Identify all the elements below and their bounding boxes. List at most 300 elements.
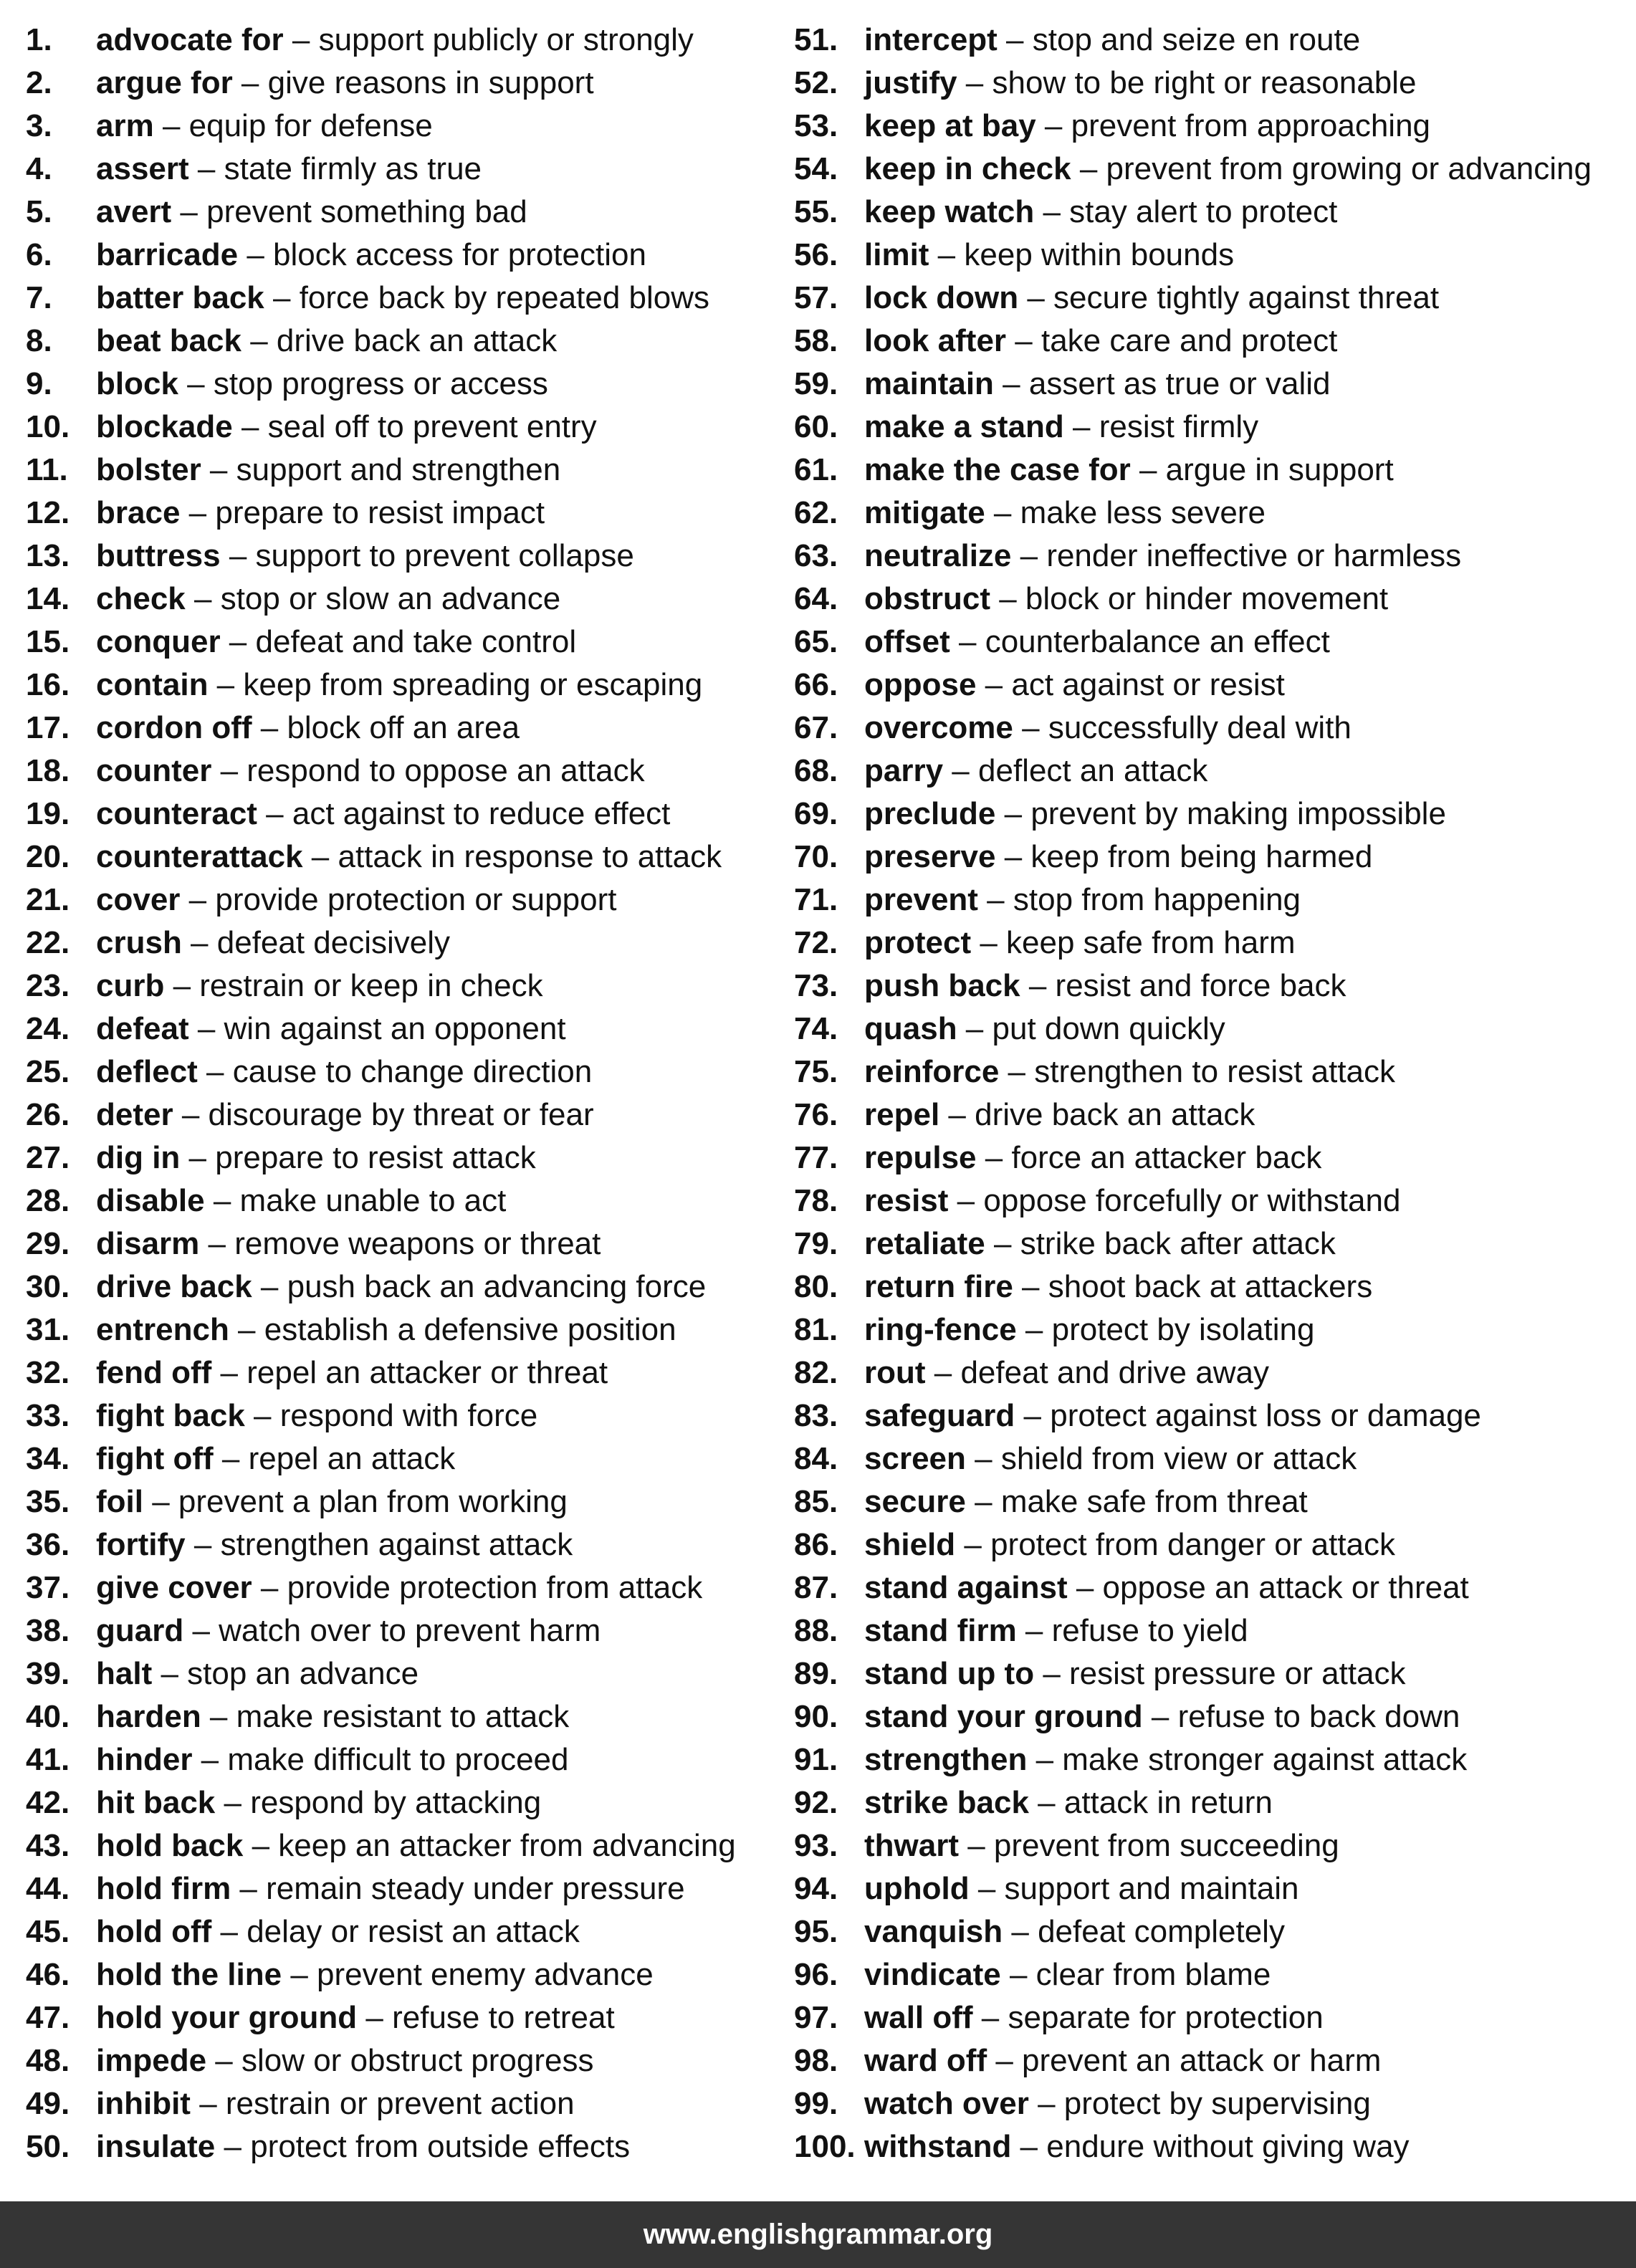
item-term: lock down: [864, 280, 1019, 315]
item-definition: make less severe: [1020, 495, 1266, 530]
list-item: [26, 19, 785, 62]
list-item: [794, 750, 1632, 793]
item-term: obstruct: [864, 581, 990, 616]
list-item: [794, 1137, 1632, 1180]
item-number: 91.: [794, 1742, 838, 1777]
list-item: [794, 234, 1632, 277]
item-term: drive back: [96, 1269, 252, 1304]
item-definition: support and strengthen: [236, 452, 561, 487]
item-definition: make resistant to attack: [236, 1699, 570, 1734]
item-number: 28.: [26, 1183, 70, 1218]
item-definition: stop progress or access: [213, 366, 548, 401]
item-term: stand against: [864, 1570, 1068, 1605]
item-definition: repel an attacker or threat: [247, 1355, 608, 1390]
item-definition: defeat and drive away: [960, 1355, 1269, 1390]
list-item: [26, 105, 785, 148]
item-separator: –: [302, 839, 338, 874]
item-term: rout: [864, 1355, 926, 1390]
item-definition: block or hinder movement: [1025, 581, 1389, 616]
item-number: 17.: [26, 710, 70, 745]
item-separator: –: [1035, 108, 1071, 143]
list-item: [794, 1738, 1632, 1781]
item-definition: seal off to prevent entry: [267, 409, 597, 444]
item-number: 20.: [26, 839, 70, 874]
list-item: [794, 1652, 1632, 1695]
list-item: [26, 1824, 785, 1867]
item-definition: stop and seize en route: [1032, 22, 1361, 57]
item-term: wall off: [864, 2000, 973, 2035]
item-definition: make difficult to proceed: [227, 1742, 569, 1777]
item-definition: defeat completely: [1038, 1914, 1285, 1949]
item-separator: –: [1071, 151, 1106, 186]
item-separator: –: [282, 1957, 317, 1992]
item-term: quash: [864, 1011, 957, 1046]
list-item: [26, 1308, 785, 1351]
item-separator: –: [173, 1097, 209, 1132]
item-term: vanquish: [864, 1914, 1003, 1949]
item-term: stand up to: [864, 1656, 1035, 1691]
item-separator: –: [965, 1441, 1001, 1476]
item-separator: –: [1142, 1699, 1178, 1734]
list-item: [26, 2082, 785, 2125]
item-definition: make stronger against attack: [1062, 1742, 1468, 1777]
item-term: make a stand: [864, 409, 1064, 444]
item-term: dig in: [96, 1140, 181, 1175]
item-definition: deflect an attack: [978, 753, 1208, 788]
list-item: [26, 1652, 785, 1695]
item-separator: –: [243, 1828, 279, 1863]
item-term: protect: [864, 925, 972, 960]
item-definition: assert as true or valid: [1028, 366, 1331, 401]
list-item: [794, 1180, 1632, 1222]
item-definition: remove weapons or threat: [234, 1226, 601, 1261]
item-separator: –: [192, 1742, 228, 1777]
item-definition: shield from view or attack: [1000, 1441, 1357, 1476]
item-separator: –: [1028, 1785, 1064, 1820]
item-term: counter: [96, 753, 212, 788]
list-item: [794, 105, 1632, 148]
item-separator: –: [232, 65, 268, 100]
list-item: [26, 664, 785, 707]
item-term: fortify: [96, 1527, 186, 1562]
item-separator: –: [943, 753, 978, 788]
item-term: conquer: [96, 624, 221, 659]
item-number: 43.: [26, 1828, 70, 1863]
item-definition: argue in support: [1165, 452, 1394, 487]
list-item: [794, 62, 1632, 105]
item-term: preserve: [864, 839, 996, 874]
item-separator: –: [1018, 280, 1054, 315]
item-separator: –: [1011, 538, 1047, 573]
item-definition: remain steady under pressure: [266, 1871, 685, 1906]
item-definition: stay alert to protect: [1069, 194, 1338, 229]
item-number: 62.: [794, 495, 838, 530]
list-item: [26, 1867, 785, 1910]
list-item: [26, 1008, 785, 1051]
item-definition: show to be right or reasonable: [992, 65, 1417, 100]
list-item: [26, 1394, 785, 1437]
item-number: 12.: [26, 495, 70, 530]
item-definition: stop an advance: [187, 1656, 419, 1691]
item-separator: –: [185, 581, 221, 616]
item-term: give cover: [96, 1570, 252, 1605]
item-separator: –: [1013, 710, 1048, 745]
item-term: impede: [96, 2043, 207, 2078]
list-item: [794, 1996, 1632, 2039]
item-separator: –: [229, 1312, 264, 1347]
item-separator: –: [957, 1011, 992, 1046]
item-term: curb: [96, 968, 165, 1003]
item-separator: –: [959, 1828, 994, 1863]
item-term: repulse: [864, 1140, 977, 1175]
item-separator: –: [971, 925, 1007, 960]
list-item: [26, 1523, 785, 1566]
item-number: 57.: [794, 280, 838, 315]
list-item: [26, 2039, 785, 2082]
item-number: 58.: [794, 323, 838, 358]
item-separator: –: [976, 667, 1012, 702]
item-term: overcome: [864, 710, 1013, 745]
list-item: [794, 492, 1632, 535]
item-definition: prepare to resist attack: [215, 1140, 536, 1175]
list-item: [26, 965, 785, 1008]
item-number: 64.: [794, 581, 838, 616]
item-separator: –: [181, 925, 217, 960]
item-definition: keep an attacker from advancing: [278, 1828, 736, 1863]
item-term: crush: [96, 925, 182, 960]
item-number: 50.: [26, 2129, 70, 2164]
item-definition: keep within bounds: [964, 237, 1235, 272]
item-separator: –: [211, 753, 247, 788]
item-number: 90.: [794, 1699, 838, 1734]
list-item: [794, 1437, 1632, 1480]
item-separator: –: [211, 1355, 247, 1390]
item-definition: resist firmly: [1099, 409, 1259, 444]
item-term: hold the line: [96, 1957, 282, 1992]
item-definition: discourage by threat or fear: [208, 1097, 594, 1132]
item-definition: support and maintain: [1004, 1871, 1299, 1906]
item-term: repel: [864, 1097, 940, 1132]
item-separator: –: [178, 366, 214, 401]
item-number: 77.: [794, 1140, 838, 1175]
item-number: 46.: [26, 1957, 70, 1992]
item-number: 5.: [26, 194, 52, 229]
item-number: 78.: [794, 1183, 838, 1218]
item-number: 44.: [26, 1871, 70, 1906]
list-item: [26, 1781, 785, 1824]
item-number: 24.: [26, 1011, 70, 1046]
list-item: [794, 1222, 1632, 1265]
item-definition: render ineffective or harmless: [1046, 538, 1462, 573]
item-separator: –: [929, 237, 965, 272]
item-term: stand firm: [864, 1613, 1017, 1648]
item-number: 70.: [794, 839, 838, 874]
item-definition: repel an attack: [248, 1441, 456, 1476]
item-separator: –: [999, 1054, 1035, 1089]
item-definition: respond with force: [279, 1398, 538, 1433]
item-number: 35.: [26, 1484, 70, 1519]
item-term: deter: [96, 1097, 173, 1132]
item-number: 92.: [794, 1785, 838, 1820]
item-separator: –: [1034, 194, 1070, 229]
item-definition: prevent from succeeding: [993, 1828, 1339, 1863]
item-number: 3.: [26, 108, 52, 143]
item-definition: keep from being harmed: [1030, 839, 1373, 874]
item-separator: –: [357, 2000, 393, 2035]
item-separator: –: [1027, 1742, 1063, 1777]
item-separator: –: [211, 1914, 247, 1949]
item-separator: –: [985, 1226, 1020, 1261]
item-term: hold back: [96, 1828, 244, 1863]
item-term: inhibit: [96, 2086, 191, 2121]
item-number: 4.: [26, 151, 52, 186]
list-item: [26, 1738, 785, 1781]
item-definition: watch over to prevent harm: [219, 1613, 601, 1648]
item-number: 73.: [794, 968, 838, 1003]
item-separator: –: [976, 1140, 1012, 1175]
item-separator: –: [204, 1183, 240, 1218]
item-number: 47.: [26, 2000, 70, 2035]
item-number: 75.: [794, 1054, 838, 1089]
list-item: [794, 1351, 1632, 1394]
item-number: 67.: [794, 710, 838, 745]
item-number: 19.: [26, 796, 70, 831]
item-term: argue for: [96, 65, 233, 100]
item-separator: –: [1006, 323, 1041, 358]
item-separator: –: [164, 968, 200, 1003]
footer-url: www.englishgrammar.org: [643, 2219, 993, 2250]
item-separator: –: [283, 22, 319, 57]
list-item: [26, 1180, 785, 1222]
item-number: 32.: [26, 1355, 70, 1390]
item-number: 7.: [26, 280, 52, 315]
item-term: keep at bay: [864, 108, 1036, 143]
list-item: [794, 965, 1632, 1008]
list-item: [26, 1051, 785, 1094]
item-separator: –: [1020, 968, 1056, 1003]
list-item: [26, 1695, 785, 1738]
item-term: maintain: [864, 366, 994, 401]
item-term: guard: [96, 1613, 184, 1648]
item-number: 9.: [26, 366, 52, 401]
item-term: keep in check: [864, 151, 1071, 186]
list-item: [26, 1222, 785, 1265]
item-term: buttress: [96, 538, 221, 573]
item-separator: –: [208, 667, 244, 702]
item-number: 76.: [794, 1097, 838, 1132]
list-item: [794, 19, 1632, 62]
item-separator: –: [1015, 1398, 1051, 1433]
item-definition: prevent from approaching: [1071, 108, 1431, 143]
item-term: strike back: [864, 1785, 1029, 1820]
item-definition: win against an opponent: [224, 1011, 566, 1046]
item-separator: –: [201, 452, 236, 487]
item-separator: –: [1016, 1312, 1052, 1347]
item-definition: refuse to retreat: [392, 2000, 615, 2035]
item-definition: strengthen against attack: [220, 1527, 573, 1562]
list-item: [26, 922, 785, 965]
item-separator: –: [197, 1054, 233, 1089]
item-number: 89.: [794, 1656, 838, 1691]
item-term: vindicate: [864, 1957, 1001, 1992]
list-item: [26, 1609, 785, 1652]
item-term: neutralize: [864, 538, 1012, 573]
item-number: 13.: [26, 538, 70, 573]
item-number: 29.: [26, 1226, 70, 1261]
list-item: [794, 793, 1632, 836]
item-separator: –: [995, 839, 1031, 874]
list-item: [794, 191, 1632, 234]
item-separator: –: [171, 194, 207, 229]
item-number: 80.: [794, 1269, 838, 1304]
item-number: 74.: [794, 1011, 838, 1046]
item-number: 60.: [794, 409, 838, 444]
item-term: hinder: [96, 1742, 193, 1777]
item-separator: –: [925, 1355, 961, 1390]
item-number: 88.: [794, 1613, 838, 1648]
item-number: 100.: [794, 2129, 856, 2164]
item-term: limit: [864, 237, 929, 272]
item-definition: provide protection or support: [215, 882, 617, 917]
item-separator: –: [1034, 1656, 1070, 1691]
item-separator: –: [957, 65, 992, 100]
item-number: 94.: [794, 1871, 838, 1906]
item-term: brace: [96, 495, 181, 530]
item-separator: –: [244, 1398, 280, 1433]
item-definition: oppose forcefully or withstand: [983, 1183, 1401, 1218]
item-separator: –: [264, 280, 300, 315]
list-item: [794, 2082, 1632, 2125]
item-number: 55.: [794, 194, 838, 229]
item-separator: –: [199, 1226, 235, 1261]
item-definition: oppose an attack or threat: [1102, 1570, 1469, 1605]
item-definition: slow or obstruct progress: [241, 2043, 594, 2078]
list-item: [26, 148, 785, 191]
item-term: assert: [96, 151, 189, 186]
item-separator: –: [252, 1570, 287, 1605]
item-definition: give reasons in support: [267, 65, 594, 100]
list-item: [794, 1308, 1632, 1351]
list-item: [794, 1910, 1632, 1953]
list-item: [26, 62, 785, 105]
item-separator: –: [1028, 2086, 1064, 2121]
item-term: batter back: [96, 280, 264, 315]
item-definition: drive back an attack: [276, 323, 558, 358]
item-number: 30.: [26, 1269, 70, 1304]
item-separator: –: [1063, 409, 1099, 444]
item-definition: block off an area: [287, 710, 520, 745]
item-definition: respond by attacking: [250, 1785, 542, 1820]
item-term: ring-fence: [864, 1312, 1017, 1347]
list-item: [794, 535, 1632, 578]
item-separator: –: [188, 151, 224, 186]
item-separator: –: [231, 1871, 267, 1906]
item-term: shield: [864, 1527, 956, 1562]
item-term: advocate for: [96, 22, 284, 57]
item-definition: support publicly or strongly: [318, 22, 694, 57]
item-number: 97.: [794, 2000, 838, 2035]
item-separator: –: [180, 1140, 216, 1175]
item-definition: prevent something bad: [206, 194, 527, 229]
item-definition: prevent by making impossible: [1030, 796, 1446, 831]
item-number: 11.: [26, 452, 68, 487]
list-item: [794, 2125, 1632, 2168]
list-item: [794, 1953, 1632, 1996]
item-term: retaliate: [864, 1226, 985, 1261]
item-term: parry: [864, 753, 944, 788]
item-number: 79.: [794, 1226, 838, 1261]
item-term: stand your ground: [864, 1699, 1143, 1734]
item-term: withstand: [864, 2129, 1012, 2164]
list-item: [26, 406, 785, 449]
item-term: disarm: [96, 1226, 200, 1261]
item-term: prevent: [864, 882, 978, 917]
item-term: return fire: [864, 1269, 1013, 1304]
item-separator: –: [1130, 452, 1166, 487]
list-item: [26, 1910, 785, 1953]
word-list-left-column: [26, 19, 785, 2168]
item-number: 41.: [26, 1742, 70, 1777]
item-definition: protect against loss or damage: [1050, 1398, 1481, 1433]
item-definition: support to prevent collapse: [255, 538, 634, 573]
list-item: [26, 879, 785, 922]
item-definition: make unable to act: [239, 1183, 507, 1218]
list-item: [794, 1094, 1632, 1137]
item-separator: –: [1016, 1613, 1052, 1648]
list-item: [26, 2125, 785, 2168]
item-term: hit back: [96, 1785, 216, 1820]
item-definition: strengthen to resist attack: [1034, 1054, 1396, 1089]
item-number: 99.: [794, 2086, 838, 2121]
list-item: [794, 148, 1632, 191]
item-definition: stop or slow an advance: [220, 581, 561, 616]
item-definition: force back by repeated blows: [299, 280, 710, 315]
item-number: 10.: [26, 409, 70, 444]
item-number: 84.: [794, 1441, 838, 1476]
item-term: counteract: [96, 796, 257, 831]
list-item: [794, 707, 1632, 750]
item-separator: –: [153, 108, 189, 143]
item-term: defeat: [96, 1011, 189, 1046]
item-number: 27.: [26, 1140, 70, 1175]
item-separator: –: [183, 1613, 219, 1648]
item-definition: prevent from growing or advancing: [1106, 151, 1592, 186]
list-item: [794, 449, 1632, 492]
list-item: [794, 836, 1632, 879]
item-separator: –: [257, 796, 292, 831]
item-definition: put down quickly: [992, 1011, 1225, 1046]
item-term: harden: [96, 1699, 201, 1734]
item-term: hold your ground: [96, 2000, 358, 2035]
item-number: 21.: [26, 882, 70, 917]
item-number: 86.: [794, 1527, 838, 1562]
list-item: [794, 277, 1632, 320]
item-separator: –: [206, 2043, 241, 2078]
item-term: insulate: [96, 2129, 216, 2164]
item-number: 98.: [794, 2043, 838, 2078]
item-separator: –: [965, 1484, 1001, 1519]
item-term: check: [96, 581, 186, 616]
item-number: 63.: [794, 538, 838, 573]
item-separator: –: [977, 882, 1013, 917]
item-number: 48.: [26, 2043, 70, 2078]
item-definition: resist and force back: [1055, 968, 1346, 1003]
item-separator: –: [995, 796, 1031, 831]
item-number: 96.: [794, 1957, 838, 1992]
item-number: 36.: [26, 1527, 70, 1562]
list-item: [794, 406, 1632, 449]
list-item: [794, 1051, 1632, 1094]
